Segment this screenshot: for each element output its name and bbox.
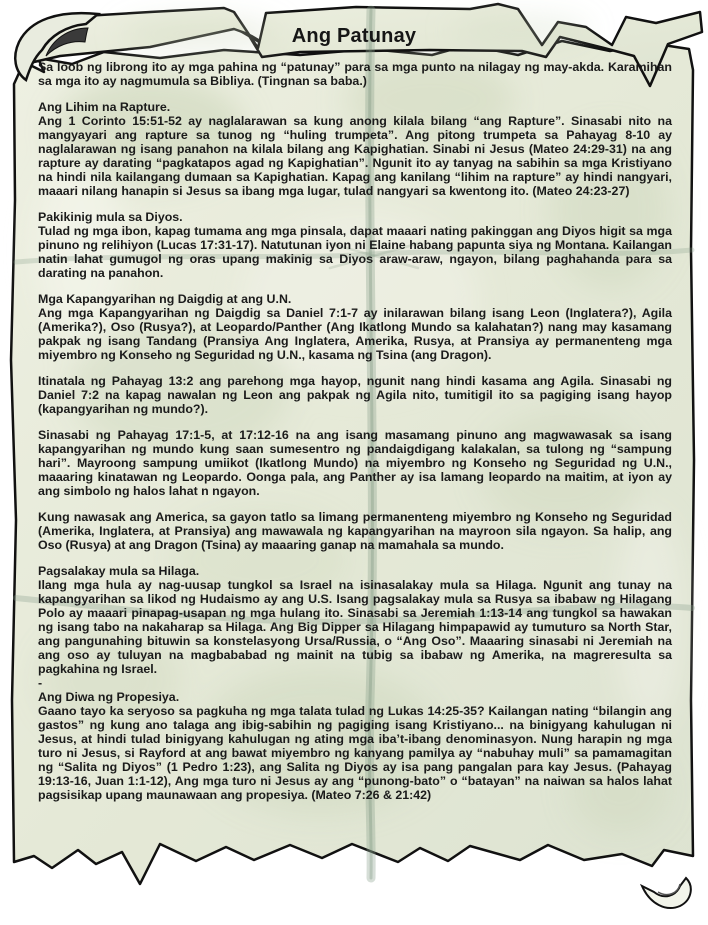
dash-separator: - — [38, 676, 43, 690]
page-title: Ang Patunay — [291, 25, 417, 47]
section-heading: Pagsalakay mula sa Hilaga. — [38, 564, 200, 578]
section-ang-diwa-ng-propesiya — [38, 690, 672, 802]
paragraph: Ang 1 Corinto 15:51-52 ay naglalarawan sa kung anong kilala bilang “ang Rapture”. Sinasabi nito na mangyayari ang rapture sa tunog ng “huling trumpeta”. Ang pitong trumpeta sa Pahayag 8-10 ay naglalarawan ng isang panahon na kilala bilang ang Kapighatian. Sinabi ni Jesus (Mateo 24:29-31) na ang rapture ay darating “pagkatapos agad ng Kapighatian”. Ngunit ito ay tanyag na sabihin sa mga Kristiyano na hindi nila kailangang dumaan sa Kapighatian. Kapag ang kanilang “lihim na rapture” ay hindi nangyari, maaari nilang hanapin si Jesus sa ibang mga lugar, tulad nangyari sa kwentong ito. (Mateo 24:23-27) — [38, 114, 672, 198]
section-pagsalakay — [38, 564, 672, 676]
section-mga-kapangyarihan — [38, 292, 672, 552]
section-lihim-na-rapture — [38, 100, 672, 198]
section-pakikinig-mula-sa-diyos — [38, 210, 672, 280]
section-heading: Pakikinig mula sa Diyos. — [38, 210, 183, 224]
paragraph: Itinatala ng Pahayag 13:2 ang parehong mga hayop, ngunit nang hindi kasama ang Agila. Sinasabi ng Daniel 7:2 na kapag nawalan ng Leon ang pakpak ng Agila nito, tumitigil ito sa pagiging isang hayop (kapangyarihan ng mundo?). — [38, 374, 672, 416]
intro-paragraph: Sa loob ng librong ito ay mga pahina ng “patunay” para sa mga punto na nilagay ng may-akda. Karamihan sa mga ito ay nagmumula sa Bibliya. (Tingnan sa baba.) — [38, 60, 672, 88]
paragraph: Gaano tayo ka seryoso sa pagkuha ng mga talata tulad ng Lukas 14:25-35? Kailangan nating “bilangin ang gastos” ng kung ano talaga ang ibig-sabihin ng pagiging isang Kristiyano... na binigyang kahulugan ni Jesus, at hindi tulad binigyang kahulugan ng ating mga iba’t-ibang denominasyon. Nung harapin ng mga turo ni Jesus, si Rayford at ang bawat miyembro ng kanyang pamilya ay “nabuhay muli” sa pamamagitan ng “Salita ng Diyos” (1 Pedro 1:23), ang Salita ng Diyos ay isa pang pangalan para kay Jesus. (Pahayag 19:13-16, Juan 1:1-12), Ang mga turo ni Jesus ay ang “punong-bato” o “batayan” na naiwan sa halos lahat pagsisikap upang maunawaan ang propesiya. (Mateo 7:26 & 21:42) — [38, 704, 672, 802]
paragraph: Tulad ng mga ibon, kapag tumama ang mga pinsala, dapat maaari nating pakinggan ang Diyos higit sa mga pinuno ng relihiyon (Lucas 17:31-17). Natutunan iyon ni Elaine habang papunta siya ng Montana. Kailangan natin lahat gumugol ng oras upang makinig sa Diyos araw-araw, ngayon, bilang paghahanda para sa darating na panahon. — [38, 224, 672, 280]
paragraph: Ilang mga hula ay nag-uusap tungkol sa Israel na isinasalakay mula sa Hilaga. Ngunit ang tunay na kapangyarihan sa likod ng Hudaismo ay ang U.S. Isang pagsalakay mula sa Rusya sa ibabaw ng Hilagang Polo ay maaari pinapag-usapan ng mga hulang ito. Sinasabi sa Jeremiah 1:13-14 ang tungkol sa hawakan ng isang tabo na nakaharap sa Hilaga. Ang Big Dipper sa Hilagang himpapawid ay tumuturo sa North Star, ang pangunahing bituwin sa konstelasyong Ursa/Russia, o “Ang Oso”. Maaaring sinasabi ni Jeremiah na ang oso ay tuluyan na magbababad ng mainit na tubig sa ibabaw ng Amerika, na magreresulta sa pagkahina ng Israel. — [38, 578, 672, 676]
section-heading: Mga Kapangyarihan ng Daigdig at ang U.N. — [38, 292, 292, 306]
paragraph: Sinasabi ng Pahayag 17:1-5, at 17:12-16 na ang isang masamang pinuno ang magwawasak sa isang kapangyarihan ng mundo kung saan sumesentro ng pandaigdigang kalakalan, sa tulong ng “sampung hari”. Mayroong sampung umiikot (Ikatlong Mundo) na miyembro ng Konseho ng Seguridad ng U.N., maaaring kinatawan ng Leopardo. Oonga pala, ang Panther ay isa lamang leopardo na maitim, at iyon ay ang simbolo ng halos lahat n ngayon. — [38, 428, 672, 498]
section-heading: Ang Lihim na Rapture. — [38, 100, 171, 114]
document-body — [38, 60, 672, 814]
paragraph: Ang mga Kapangyarihan ng Daigdig sa Daniel 7:1-7 ay inilarawan bilang isang Leon (Inglatera?), Agila (Amerika?), Oso (Rusya?), at Leopardo/Panther (Ang Ikatlong Mundo sa kalahatan?) nang may kasamang pakpak ng isang Tandang (Pransiya Ang Inglatera, Amerika, Rusya, at Pransiya ay permanenteng mga miyembro ng Konseho ng Seguridad ng U.N., kasama ng Tsina (ang Dragon). — [38, 306, 672, 362]
paragraph: Kung nawasak ang America, sa gayon tatlo sa limang permanenteng miyembro ng Konseho ng Seguridad (Amerika, Inglatera, at Pransiya) ang mawawala ng kapangyarihan na mayroon sila ngayon. Sa halip, ang Oso (Rusya) at ang Dragon (Tsina) ay maaaring ganap na mamahala sa mundo. — [38, 510, 672, 552]
section-heading: Ang Diwa ng Propesiya. — [38, 690, 180, 704]
